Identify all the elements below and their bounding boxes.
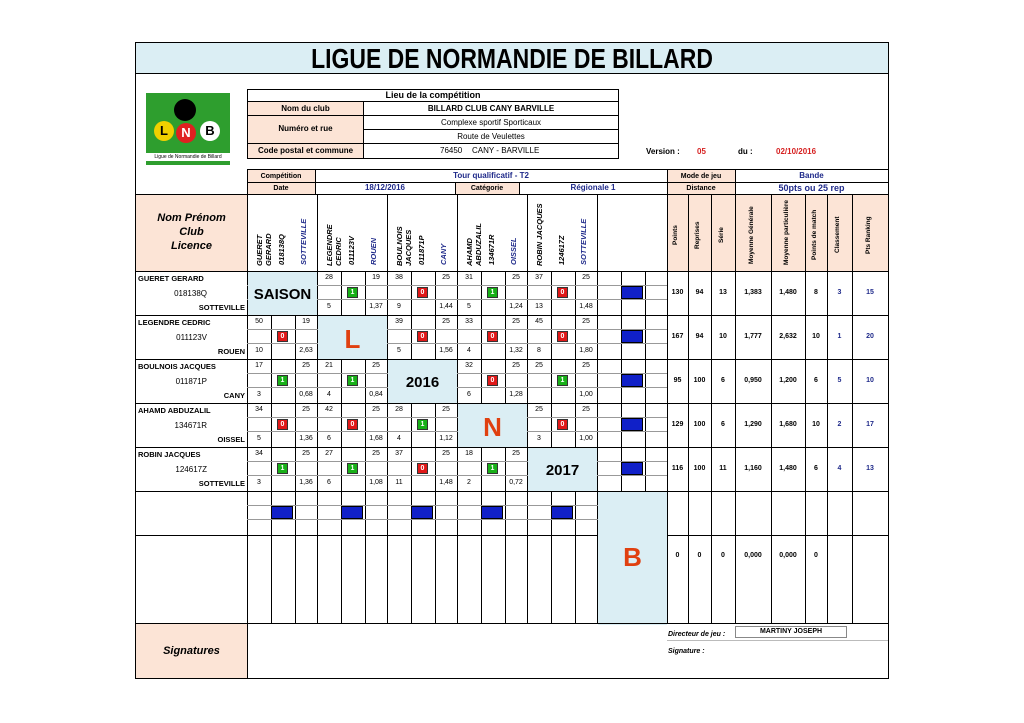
venue-label-postal: Code postal et commune [257, 146, 354, 155]
blue-marker [621, 286, 643, 299]
banner-text: 2016 [405, 374, 440, 391]
header-licence: Licence [171, 240, 212, 252]
game-reprises: 25 [582, 362, 590, 369]
stat-value: 1,290 [744, 421, 762, 428]
game-average: 0,72 [509, 479, 523, 486]
stat-header: Moyenne particulière [783, 199, 790, 265]
comp-label: Compétition [260, 173, 302, 180]
game-result-marker: 0 [557, 331, 568, 342]
game-points: 27 [325, 450, 333, 457]
row-player-club: ROUEN [217, 347, 245, 356]
blue-marker [621, 418, 643, 431]
game-reprises: 25 [582, 406, 590, 413]
game-result-marker: 1 [347, 287, 358, 298]
stat-value: 2 [837, 421, 842, 428]
stat-value: 1,383 [744, 289, 762, 296]
game-reprises: 25 [302, 362, 310, 369]
game-points: 42 [325, 406, 333, 413]
game-points: 50 [255, 318, 263, 325]
director-name: MARTINY JOSEPH [759, 628, 823, 635]
stat-value: 5 [837, 377, 842, 384]
game-serie: 3 [257, 391, 261, 398]
game-average: 0,68 [299, 391, 313, 398]
row-player-club: SOTTEVILLE [198, 479, 245, 488]
billiard-player-icon [174, 99, 196, 121]
blue-marker [411, 506, 433, 519]
game-average: 1,00 [579, 435, 593, 442]
game-reprises: 25 [302, 406, 310, 413]
stat-value: 1,680 [779, 421, 797, 428]
game-serie: 8 [537, 347, 541, 354]
logo-letter-b: B [200, 121, 220, 141]
stat-value: 0 [721, 552, 725, 559]
stat-value: 4 [837, 465, 842, 472]
stat-header: Points de match [811, 209, 818, 261]
stat-value: 95 [673, 377, 682, 384]
game-average: 1,37 [369, 303, 383, 310]
game-points: 34 [255, 406, 263, 413]
stat-value: 17 [866, 421, 874, 428]
signatures-label: Signatures [163, 645, 220, 657]
row-player-licence: 124617Z [175, 465, 207, 474]
banner-text: 2017 [545, 462, 580, 479]
game-serie: 3 [537, 435, 541, 442]
stat-value: 2,632 [779, 333, 797, 340]
blue-marker [481, 506, 503, 519]
game-serie: 2 [467, 479, 471, 486]
row-player-club: OISSEL [217, 435, 245, 444]
game-points: 21 [325, 362, 333, 369]
game-average: 1,48 [579, 303, 593, 310]
game-points: 25 [535, 406, 543, 413]
game-result-marker: 0 [347, 419, 358, 430]
stat-value: 6 [721, 377, 725, 384]
row-player-name: LEGENDRE CEDRIC [138, 318, 211, 327]
game-result-marker: 0 [487, 375, 498, 386]
date-label: Date [273, 185, 289, 192]
row-player-licence: 134671R [174, 421, 207, 430]
game-average: 1,56 [439, 347, 453, 354]
stat-value: 0 [697, 552, 702, 559]
stat-value: 0,000 [744, 552, 762, 559]
stat-value: 1,480 [779, 465, 797, 472]
game-result-marker: 0 [417, 463, 428, 474]
stat-value: 0 [675, 552, 680, 559]
col-player-name: GUERET GERARD [255, 233, 273, 266]
version-date: 02/10/2016 [776, 147, 817, 156]
game-points: 31 [465, 274, 473, 281]
col-player-club: ROUEN [369, 237, 378, 265]
stat-value: 0,000 [779, 552, 797, 559]
venue-club: BILLARD CLUB CANY BARVILLE [427, 104, 555, 113]
blue-marker [621, 374, 643, 387]
blue-marker [621, 462, 643, 475]
lnb-logo [146, 93, 230, 165]
stat-header: Série [718, 227, 725, 243]
game-reprises: 25 [442, 406, 450, 413]
game-result-marker: 1 [487, 287, 498, 298]
game-result-marker: 0 [417, 331, 428, 342]
stat-value: 100 [693, 465, 706, 472]
game-serie: 11 [395, 479, 403, 486]
stat-value: 100 [693, 421, 706, 428]
game-result-marker: 0 [557, 287, 568, 298]
game-average: 1,80 [579, 347, 593, 354]
blue-marker [341, 506, 363, 519]
game-serie: 5 [397, 347, 401, 354]
game-serie: 4 [467, 347, 471, 354]
stat-value: 13 [719, 289, 727, 296]
game-result-marker: 0 [417, 287, 428, 298]
stat-header: Pts Ranking [865, 216, 872, 254]
banner-text: N [483, 412, 502, 442]
game-reprises: 25 [372, 362, 380, 369]
venue-city: CANY - BARVILLE [472, 146, 540, 155]
stat-value: 6 [814, 377, 818, 384]
game-reprises: 25 [442, 450, 450, 457]
row-player-name: BOULNOIS JACQUES [138, 362, 216, 371]
stat-value: 10 [812, 333, 820, 340]
row-player-licence: 011871P [175, 377, 207, 386]
game-serie: 9 [397, 303, 401, 310]
banner-text: L [344, 324, 361, 354]
game-serie: 6 [467, 391, 471, 398]
logo-letter-l: L [154, 121, 174, 141]
stat-value: 130 [671, 289, 684, 296]
stat-value: 167 [671, 333, 684, 340]
stat-value: 3 [837, 289, 842, 296]
game-serie: 4 [327, 391, 331, 398]
stat-header: Points [672, 225, 679, 245]
game-points: 32 [465, 362, 473, 369]
game-reprises: 25 [512, 450, 520, 457]
col-player-name: ROBIN JACQUES [535, 203, 544, 266]
header-name: Nom Prénom [157, 212, 226, 224]
director-label: Directeur de jeu : [668, 631, 726, 638]
logo-letter-n: N [176, 123, 196, 143]
game-reprises: 25 [372, 450, 380, 457]
game-result-marker: 1 [277, 463, 288, 474]
game-points: 28 [325, 274, 333, 281]
game-average: 1,36 [299, 435, 313, 442]
game-points: 17 [255, 362, 263, 369]
game-points: 18 [465, 450, 473, 457]
venue-street2: Route de Veulettes [457, 132, 525, 141]
venue-label-club: Nom du club [281, 104, 330, 113]
page-title: LIGUE DE NORMANDIE DE BILLARD [311, 43, 713, 74]
stat-value: 6 [814, 465, 818, 472]
col-player-licence: 011871P [417, 235, 426, 265]
col-player-club: SOTTEVILLE [579, 218, 588, 265]
game-average: 1,28 [509, 391, 523, 398]
game-average: 1,44 [439, 303, 453, 310]
row-player-name: GUERET GERARD [138, 274, 204, 283]
stat-value: 94 [695, 333, 704, 340]
blue-marker [621, 330, 643, 343]
game-points: 45 [535, 318, 543, 325]
game-result-marker: 1 [417, 419, 428, 430]
game-reprises: 19 [302, 318, 310, 325]
row-player-name: ROBIN JACQUES [138, 450, 201, 459]
game-average: 1,00 [579, 391, 593, 398]
stat-header: Moyenne Générale [748, 206, 755, 264]
game-points: 34 [255, 450, 263, 457]
comp-tour: Tour qualificatif - T2 [453, 171, 529, 180]
game-serie: 4 [397, 435, 401, 442]
game-points: 33 [465, 318, 473, 325]
stat-value: 10 [866, 377, 874, 384]
stat-value: 94 [695, 289, 704, 296]
row-player-club: SOTTEVILLE [198, 303, 245, 312]
game-reprises: 19 [372, 274, 380, 281]
stat-value: 10 [812, 421, 820, 428]
logo-caption: Ligue de Normandie de Billard [146, 153, 230, 161]
game-reprises: 25 [372, 406, 380, 413]
stat-value: 6 [721, 421, 725, 428]
comp-distance: 50pts ou 25 rep [778, 183, 845, 193]
game-reprises: 25 [442, 274, 450, 281]
game-result-marker: 1 [347, 375, 358, 386]
version-label: Version : [646, 147, 680, 156]
game-serie: 5 [257, 435, 261, 442]
game-average: 1,24 [509, 303, 523, 310]
blue-marker [271, 506, 293, 519]
game-reprises: 25 [512, 274, 520, 281]
version-value: 05 [697, 147, 706, 156]
col-player-club: OISSEL [509, 237, 518, 265]
game-points: 39 [395, 318, 403, 325]
game-average: 1,48 [439, 479, 453, 486]
game-average: 1,32 [509, 347, 523, 354]
col-player-licence: 124617Z [557, 235, 566, 265]
game-average: 2,63 [299, 347, 313, 354]
cat-label: Catégorie [470, 185, 504, 192]
game-average: 1,08 [369, 479, 383, 486]
stat-value: 1,200 [779, 377, 797, 384]
game-average: 1,12 [439, 435, 453, 442]
game-points: 25 [535, 362, 543, 369]
col-player-club: CANY [439, 243, 448, 265]
stat-header: Reprises [694, 221, 701, 249]
game-result-marker: 0 [277, 419, 288, 430]
stat-value: 0 [814, 552, 818, 559]
stat-value: 13 [866, 465, 874, 472]
stat-value: 20 [866, 333, 874, 340]
col-player-name: BOULNOIS JACQUES [395, 226, 413, 266]
banner-text: B [623, 542, 642, 572]
game-reprises: 25 [582, 274, 590, 281]
comp-date: 18/12/2016 [364, 183, 406, 192]
venue-heading: Lieu de la compétition [385, 90, 481, 100]
stat-value: 0,950 [744, 377, 762, 384]
col-player-name: LEGENDRE CEDRIC [325, 224, 343, 266]
stat-value: 116 [671, 465, 684, 472]
col-player-licence: 018138Q [277, 234, 286, 265]
game-result-marker: 1 [277, 375, 288, 386]
stat-header: Classement [834, 216, 841, 254]
stat-value: 1,480 [779, 289, 797, 296]
mode-label: Mode de jeu [680, 173, 722, 180]
row-player-name: AHAMD ABDUZALIL [138, 406, 211, 415]
game-reprises: 25 [442, 318, 450, 325]
col-player-licence: 011123V [347, 236, 356, 265]
game-result-marker: 0 [557, 419, 568, 430]
stat-value: 8 [814, 289, 818, 296]
game-serie: 6 [327, 479, 331, 486]
stat-value: 1,777 [744, 333, 762, 340]
game-serie: 5 [467, 303, 471, 310]
game-serie: 10 [255, 347, 263, 354]
game-serie: 3 [257, 479, 261, 486]
signature-label: Signature : [668, 648, 705, 655]
game-points: 28 [395, 406, 403, 413]
venue-postal: 76450 [440, 146, 463, 155]
stat-value: 10 [719, 333, 727, 340]
venue-label-street: Numéro et rue [278, 124, 333, 133]
game-result-marker: 0 [487, 331, 498, 342]
game-reprises: 25 [302, 450, 310, 457]
stat-value: 1,160 [744, 465, 762, 472]
game-reprises: 25 [512, 362, 520, 369]
comp-category: Régionale 1 [570, 183, 616, 192]
col-player-licence: 134671R [487, 234, 496, 265]
col-player-club: SOTTEVILLE [299, 218, 308, 265]
game-points: 37 [395, 450, 403, 457]
stat-value: 11 [719, 465, 727, 472]
game-result-marker: 1 [557, 375, 568, 386]
game-average: 1,36 [299, 479, 313, 486]
dist-label: Distance [686, 185, 716, 192]
game-serie: 5 [327, 303, 331, 310]
game-serie: 13 [535, 303, 543, 310]
row-player-club: CANY [223, 391, 245, 400]
banner-text: SAISON [253, 286, 312, 303]
comp-mode: Bande [799, 171, 824, 180]
game-average: 1,68 [369, 435, 383, 442]
stat-value: 129 [671, 421, 684, 428]
stat-value: 15 [866, 289, 874, 296]
stat-value: 1 [837, 333, 842, 340]
col-player-name: AHAMD ABDUZALIL [465, 223, 483, 266]
game-result-marker: 0 [277, 331, 288, 342]
game-serie: 6 [327, 435, 331, 442]
game-reprises: 25 [582, 318, 590, 325]
row-player-licence: 018138Q [174, 289, 207, 298]
header-club: Club [179, 226, 204, 238]
version-du-label: du : [738, 147, 753, 156]
row-player-licence: 011123V [176, 333, 207, 342]
game-result-marker: 1 [487, 463, 498, 474]
venue-street1: Complexe sportif Sporticaux [440, 118, 542, 127]
game-reprises: 25 [512, 318, 520, 325]
blue-marker [551, 506, 573, 519]
game-points: 37 [535, 274, 543, 281]
game-average: 0,84 [369, 391, 383, 398]
game-result-marker: 1 [347, 463, 358, 474]
stat-value: 100 [693, 377, 706, 384]
game-points: 38 [395, 274, 403, 281]
